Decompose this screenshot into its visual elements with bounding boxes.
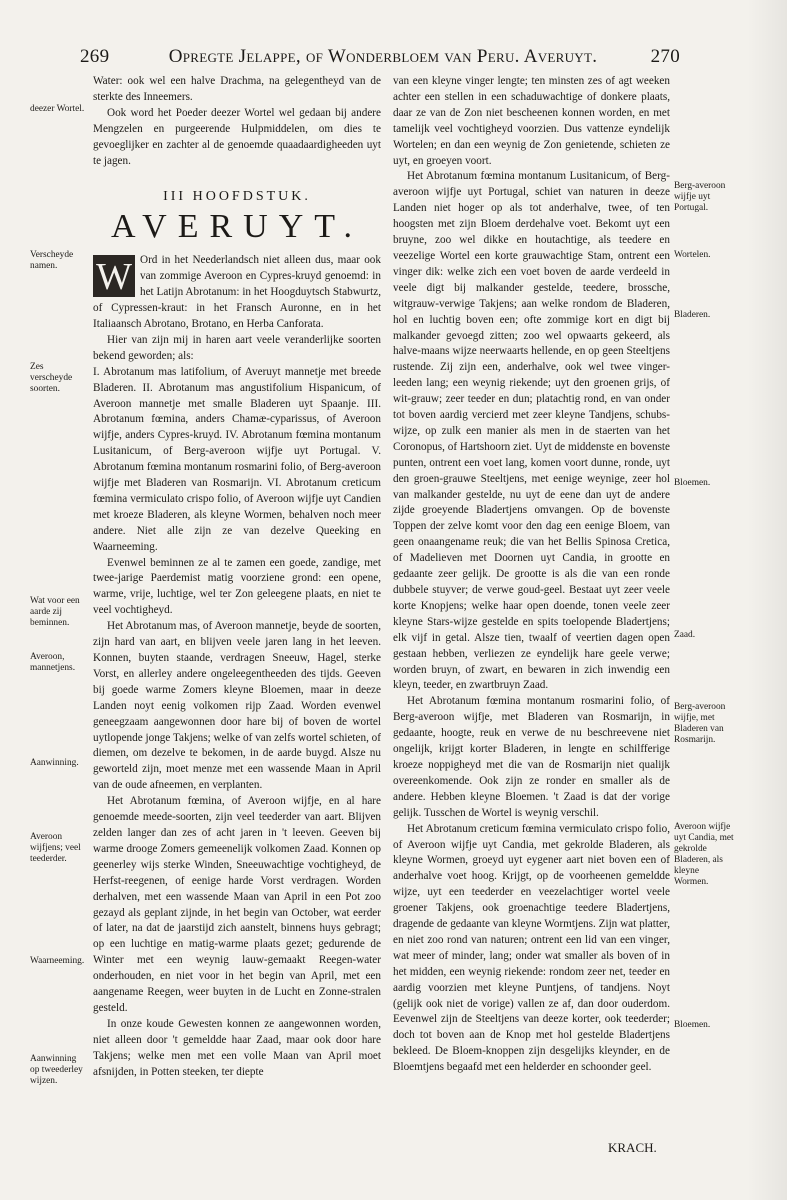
margin-note-left: Aanwinning. bbox=[30, 758, 79, 768]
margin-note-left: Wat voor een aarde zij beminnen. bbox=[30, 596, 80, 628]
margin-note-left: Verscheyde namen. bbox=[30, 250, 74, 271]
margin-note-right: Bloemen. bbox=[674, 1020, 711, 1030]
margin-note-right: Wortelen. bbox=[674, 250, 711, 260]
margin-note-right: Bladeren. bbox=[674, 310, 711, 320]
margin-note-left: Zes verscheyde soorten. bbox=[30, 362, 73, 394]
paragraph: Ook word het Poeder deezer Wortel wel gedaan bij andere Mengzelen en purgeerende Hulpmiddelen, om dies te gevoeglijker en zachter al de genoemde quaadaardigheeden uyt te jagen. bbox=[93, 106, 381, 167]
margin-note-left: Waarneeming. bbox=[30, 956, 85, 966]
page-number-right: 270 bbox=[650, 46, 680, 67]
chapter-number: III HOOFDSTUK. bbox=[163, 189, 311, 205]
margin-note-left: Averoon, mannetjens. bbox=[30, 652, 76, 673]
margin-note-left: Averoon wijfjens; veel teederder. bbox=[30, 832, 81, 864]
running-title: Opregte Jelappe, of Wonderbloem van Peru. Averuyt. bbox=[168, 46, 598, 67]
paragraph: Het Abrotanum creticum fœmina vermiculato crispo folio, of Averoon wijfje uyt Candia, met gekrolde Bladeren, als kleyne Wormen, groeyd uyt eygener aart niet boven een of anderhalve voet hoog. Krijgt, op de voorheenen gemeldde wijze, uyt een teederder en veezelachtiger wortel veele groener Takjens, ook groenachtige teedere Bladertjens, dragende de gedaante van kleyne Wormtjens. Zijn wat platter, en niet zoo rond van naturen; ontrent een lid van een vinger, wat meer of minder, lang; onder wat smaller als boven of in het midden, een weynig riekende: rondom zeer net, teeder en aardig voorzien met kleyne Puntjens, of tandjens. Noyt (gelijk ook niet de vorige) vallen ze af, dan door ouderdom. Eevenwel zijn de Steeltjens van deeze korter, ook teederder; doch tot boven aan de Knop met hol gestelde Bladertjens bekleed. De Bloem-knoppen zijn desgelijks kleynder, en de Bloemtjens begaafd met een helderder en schoonder geel. bbox=[393, 822, 670, 1074]
running-header bbox=[80, 46, 680, 70]
right-column bbox=[393, 74, 670, 1076]
margin-note-right: Berg-averoon wijfje, met Bladeren van Rosmarijn. bbox=[674, 702, 726, 745]
paragraph: Water: ook wel een halve Drachma, na gelegentheyd van de sterkte des Inneemers. bbox=[93, 75, 381, 103]
chapter-title: AVERUYT. bbox=[110, 208, 364, 246]
paragraph: Het Abrotanum fœmina montanum rosmarini folio, of Berg-averoon wijfje, met Bladeren van Rosmarijn, in gedaante, hoogte, reuk en verwe de nu beschreevene niet ongelijk, krijgt korter Bladeren, in lengte en schilfferige kroeze noppigheyd met die van de Rosmarijn niet qualijk overeenkomende. Ook zijn ze ronder en smaller als de andere. Hebben kleyne Bloemen. 't Zaad is dat der vorige gelijk. Tusschen de Wortel is weynig verschil. bbox=[393, 695, 670, 819]
paragraph: Het Abrotanum fœmina, of Averoon wijfje, en al hare genoemde meede-soorten, zijn veel teederder van aart. Blijven zelden langer dan zes of acht jaren in 't leeven. Geeven bij warme droogе Zomers gemeenelijk volkomen Zaad. Konnen op geenerley wijs sterke Winden, Sneeuwachtige vochtigheyd, de Herfst-reegenen, of eenige harde Vorst verdragen. Worden derhalven, met een wassende Maan van April in een Pot zoo gezayd als geplant zijnde, in het begin van October, wat eerder of later, na dat de jaarstijd zich aanstelt, binnens huys gebragt; op een luchtige en matig-warme plaats gezet; gedurende de Winter met een weynig lauw-gemaakt Reegen-water onderhouden, en niet voor in het begin van April, met een aangename Reegen, weer buyten in de Lucht en Zonne-stralen gesteld. bbox=[93, 795, 381, 1014]
margin-note-right: Averoon wijfje uyt Candia, met gekrolde Bladeren, als kleyne Wormen. bbox=[674, 822, 734, 887]
paragraph: In onze koude Gewesten konnen ze aangewonnen worden, niet alleen door 't gemeldde haar Zaad, maar ook door hare Takjens; welke men met een volle Maan van April moet afsnijden, in Potten steeken, ter diepte bbox=[93, 1017, 381, 1078]
decorated-initial: W bbox=[93, 255, 135, 297]
page-number-left: 269 bbox=[80, 46, 110, 67]
left-column bbox=[93, 74, 381, 1080]
paragraph: van een kleyne vinger lengte; ten minsten zes of agt weeken achter een stellen in een schaduwachtige of donkere plaats, daar ze van de Zon niet beschеenen konnen worden, en met tamelijk veel vochtigheyd voorzien. Dus vattenze eyndelijk Wortelen; en dan een weynig de Zon genietende, schieten ze uyt, en groeyen voort. bbox=[393, 75, 670, 167]
margin-note-left: deezer Wortel. bbox=[30, 104, 85, 114]
paragraph-with-initial bbox=[93, 253, 381, 333]
margin-note-right: Berg-averoon wijfje uyt Portugal. bbox=[674, 181, 726, 213]
margin-note-right: Bloemen. bbox=[674, 478, 711, 488]
catchword: KRACH. bbox=[608, 1140, 657, 1155]
paragraph: Hier van zijn mij in haren aart veele veranderlijke soorten bekend geworden; als: bbox=[93, 333, 381, 362]
paragraph-text: Ord in het Neederlandsch niet alleen dus, maar ook van zommige Averoon en Cypres-kruyd genoemd: in het Latijn Abrotanum: in het Hoogduytsch Stabwurtz, of Cypressen-kraut: in het Fransch Auronne, en in het Italiaansch Abrotano, Brotano, en Herba Canforata. bbox=[93, 254, 381, 330]
paragraph: Evenwel beminnen ze al te zamen een goede, zandige, met twee-jarige Paerdemist matig voorziene grond: een opene, warme, vrije, luchtige, wel ter Zon geleegene plaats, en niet te veel vochtigheyd. bbox=[93, 556, 381, 617]
paragraph: Het Abrotanum fœmina montanum Lusitanicum, of Berg-averoon wijfje uyt Portugal, schiet van naturen in deeze Landen niet hoger op als tot anderhalve, twee, of ten hoogsten met zijn Bloem derdehalve voet. Bekomt uyt een bruyne, zoo wel dikke en houtachtige, als teedere en veezelige Wortel een korte grauwachtige Stam, ontrent een vinger dik: welke zich een voet boven de aarde verdeeld in veele digt bij malkander gestelde, teedere, brossche, witgrauw-verwige Takjens; aan welke rondom de Bladeren, hol en luchtig boven een; ofte zommige kort en digt bij malkander gevoegd zitten; zoo wel opwaarts gekeerd, als halve-maans wijze neerwaarts hellende, en op geen Steeltjens rustende. Zij zijn een, anderhalve, ook wel twee vinger-leeden lang; een weynig riekende; uyt den groenen grijs, of wit-grauw; zeer teeder en dun; platachtig rond, en van onder tot boven aardig vercierd met zeer kleyne Tandjens, schubs-wijze, op zulk een manier als men in de staerten van het Coronopus, of Hartshoorn ziet. Uyt de middenste en bovenste punten, ontrent een voet lang, komen voort dunne, ronde, uyt den groen-grauwe Steeltjens, met eenige weynige, zeer hol van malkander gestelde, nu uyt de eene dan uyt de andere zijde groeyende Bladertjens omvangen. Op de bovenste Toppen der zelve komt voor den dag een eenige Bloem, van geen onaangename reuk; die van het Bellis Spinosa Cretica, of Madelieven met Doornen uyt Candia, in grootte en gedaante zeer gelijk. De grootte is als die van een ronde dubbele stuyver; de verwe goud-geel. Bestaat uyt zeer veele korte Knopjens; welke haar open doende, tonen veele zeer kleyne Stars-wijze gestelde en spits toelopende Bladertjens; elk vijf in getal. Alsze tien, twaalf of veertien dagen open gestaan hebben, verliezen ze eyndelijk hare geele verwe; worden bruyn, of zwart, en bewaren in zich inwendig een kleyn, teeder, en zwartbruyn Zaad. bbox=[393, 170, 670, 692]
margin-note-left: Aanwinning op tweederley wijzen. bbox=[30, 1054, 83, 1086]
page-edge-shadow bbox=[747, 0, 787, 1200]
paragraph: Het Abrotanum mas, of Averoon mannetje, beyde de soorten, zijn hard van aart, en blijven veele jaren lang in het leeven. Konnen, buyten staande, verdragen Sneeuw, Hagel, sterke Vorst, en allerley andere ongeleegentheeden des tijds. Geeven bij goede warme Zomers kleyne Bloemen, maar in deeze Landen noyt eenig volkomen rijp Zaad. Worden evenwel geneegzaam aangewonnen door hare bij of boven de wortel uytlopende jonge Takjens; welke of van zelfs wortel schieten, of diemen, om dezelve te bekomen, in de aarde buygd. Alsze nu geworteld zijn, moet menze met een wassende Maan in April van de oude afneemen, en verplanten. bbox=[93, 620, 381, 792]
paragraph: I. Abrotanum mas latifolium, of Averuyt mannetje met breede Bladeren. II. Abrotanum mas angustifolium Hispanicum, of Averoon mannetje met smalle Bladeren uyt Spaanje. III. Abrotanum fœmina, anders Chamæ-cyparissus, of Averoon wijfje, anders Cypres-kruyd. IV. Abrotanum fœmina montanum Lusitanicum, of Berg-averoon wijfje uyt Portugal. V. Abrotanum fœmina montanum rosmarini folio, of Berg-averoon wijfje met Bladeren van Rosmarijn. VI. Abrotanum creticum fœmina vermiculato crispo folio, of Averoon wijfje uyt Candien met kroeze Bladeren, als kleyne Wormen, behalven noch meer andere. Niet alle zijn ze van dezelve Queeking en Waarneeming. bbox=[93, 365, 381, 553]
margin-note-right: Zaad. bbox=[674, 630, 696, 640]
